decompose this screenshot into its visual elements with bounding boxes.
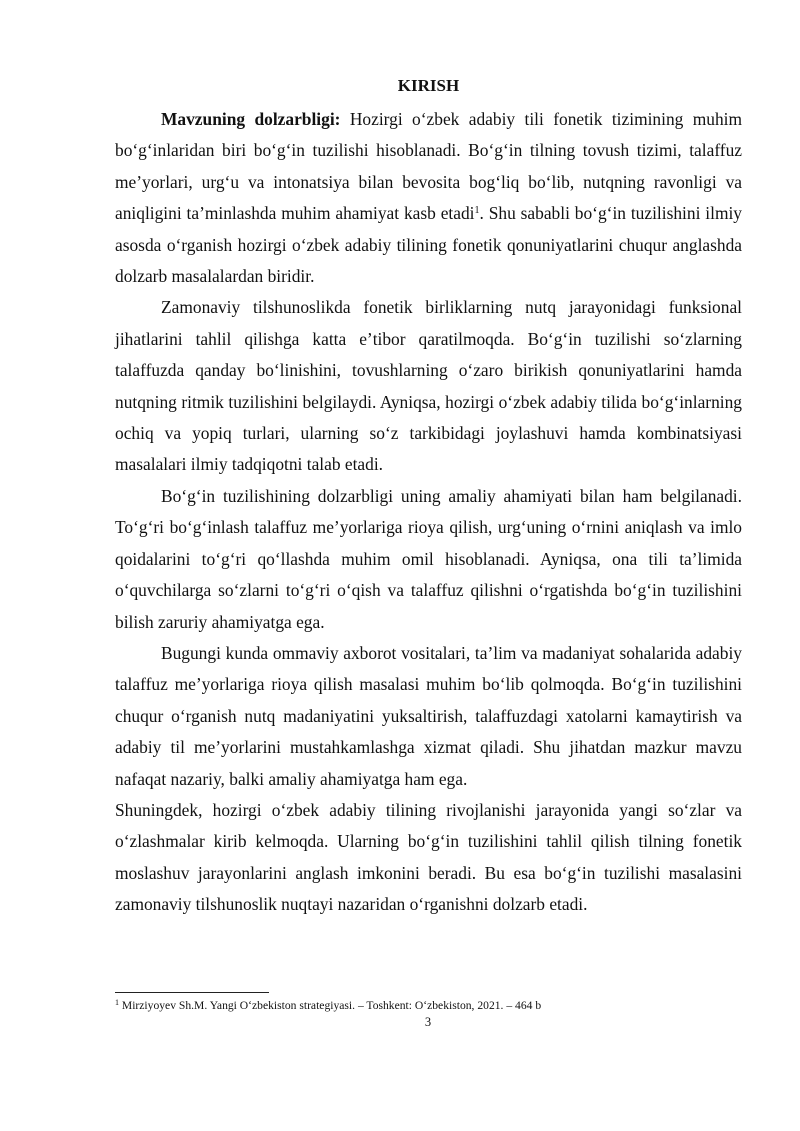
body-text	[115, 104, 742, 921]
paragraph-lead: Mavzuning dolzarbligi:	[161, 109, 341, 129]
paragraph-modern-linguistics: Zamonaviy tilshunoslikda fonetik birliklarning nutq jarayonidagi funksional jihatlarini tahlil qilishga katta eʼtibor qaratilmoqda. Boʻgʻin tuzilishi soʻzlarning talaffuzda qanday boʻlinishini, tovushlarning oʻzaro birikish qonuniyatlarini hamda nutqning ritmik tuzilishini belgilaydi. Ayniqsa, hozirgi oʻzbek adabiy tilida boʻgʻinlarning ochiq va yopiq turlari, ularning soʻz tarkibidagi joylashuvi hamda kombinatsiyasi masalalari ilmiy tadqiqotni talab etadi.	[115, 297, 742, 475]
page-number: 3	[424, 1015, 432, 1029]
footnote	[115, 998, 742, 1013]
footnote-text: Mirziyoyev Sh.M. Yangi Oʻzbekiston strategiyasi. – Toshkent: Oʻzbekiston, 2021. – 464 b	[119, 999, 542, 1012]
footnote-separator	[115, 992, 269, 993]
paragraph-practical-importance: Boʻgʻin tuzilishining dolzarbligi uning amaliy ahamiyati bilan ham belgilanadi. Toʻgʻri boʻgʻinlash talaffuz meʼyorlariga rioya qilish, urgʻuning oʻrnini aniqlash va imlo qoidalarini toʻgʻri qoʻllashda muhim omil hisoblanadi. Ayniqsa, ona tili taʼlimida oʻquvchilarga soʻzlarni toʻgʻri oʻqish va talaffuz qilishni oʻrgatishda boʻgʻin tuzilishini bilish zaruriy ahamiyatga ega.	[115, 485, 742, 632]
footnote-reference[interactable]: 1	[474, 205, 480, 217]
paragraph-text: Hozirgi oʻzbek adabiy tili fonetik tizimining muhim boʻgʻinlaridan biri boʻgʻin tuzilishi hisoblanadi. Boʻgʻin tilning tovush tizimi, talaffuz meʼyorlari, urgʻu va intonatsiya bilan bevosita bogʻliq boʻlib, nutqning ravonligi va aniqligini taʼminlashda muhim ahamiyat kasb etadi	[115, 109, 743, 224]
footnote-marker: 1	[115, 998, 119, 1007]
paragraph-relevance	[115, 104, 742, 292]
paragraph-pronunciation-norms: Bugungi kunda ommaviy axborot vositalari, taʼlim va madaniyat sohalarida adabiy talaffuz meʼyorlariga rioya qilish masalasi muhim boʻlib qolmoqda. Boʻgʻin tuzilishini chuqur oʻrganish nutq madaniyatini yuksaltirish, talaffuzdagi xatolarni kamaytirish va adabiy til meʼyorlarini mustahkamlashga xizmat qiladi. Shu jihatdan mazkur mavzu nafaqat nazariy, balki amaliy ahamiyatga ham ega.	[115, 642, 742, 789]
paragraph-text-tail: . Shu sababli boʻgʻin tuzilishini ilmiy asosda oʻrganish hozirgi oʻzbek adabiy tilining fonetik qonuniyatlarini chuqur anglashda dolzarb masalalardan biridir.	[115, 203, 742, 287]
section-heading: KIRISH	[397, 76, 460, 95]
paragraph-new-words: Shuningdek, hozirgi oʻzbek adabiy tilining rivojlanishi jarayonida yangi soʻzlar va oʻzlashmalar kirib kelmoqda. Ularning boʻgʻin tuzilishini tahlil qilish tilning fonetik moslashuv jarayonlarini anglash imkonini beradi. Bu esa boʻgʻin tuzilishi masalasini zamonaviy tilshunoslik nuqtayi nazaridan oʻrganishni dolzarb etadi.	[115, 799, 742, 915]
